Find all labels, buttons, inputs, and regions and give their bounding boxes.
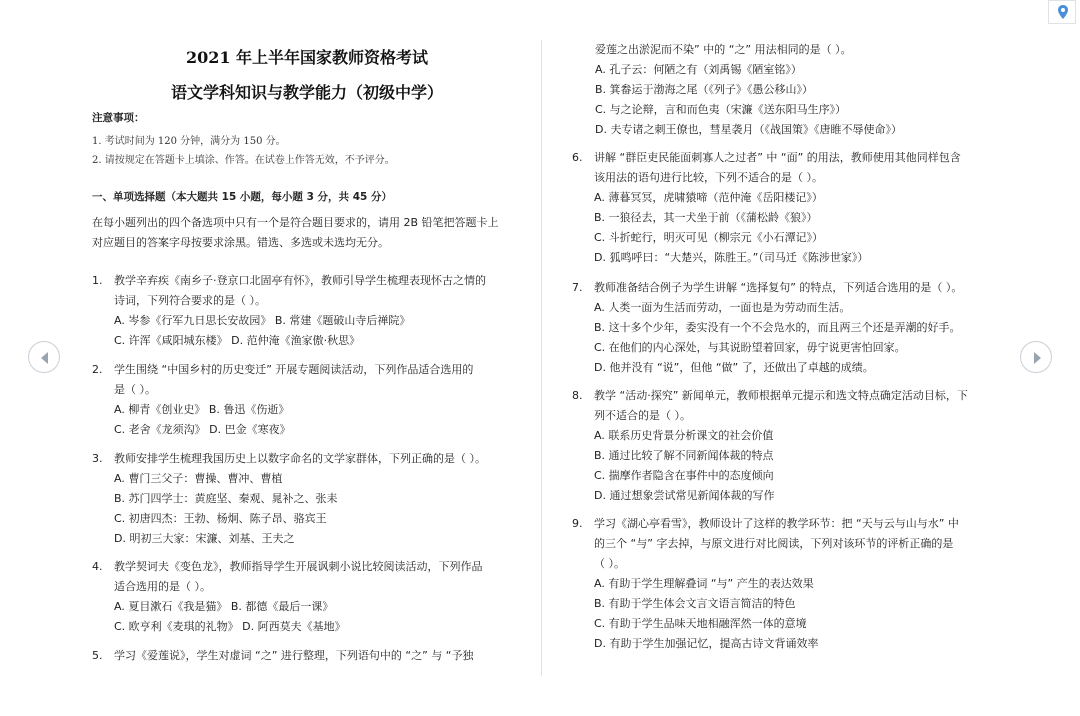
- question-stem: （ ）。: [594, 557, 625, 570]
- option-line: C. 欧亨利《麦琪的礼物》 D. 阿西莫夫《基地》: [114, 620, 346, 633]
- question-number: 6.: [572, 151, 583, 164]
- option-line: B. 苏门四学士：黄庭坚、秦观、晁补之、张耒: [114, 492, 338, 505]
- question-stem: 教学辛弃疾《南乡子·登京口北固亭有怀》，教师引导学生梳理表现怀古之情的: [114, 274, 486, 287]
- option-line: B. 一狼径去，其一犬坐于前（《蒲松龄《狼》）: [594, 211, 818, 224]
- question-stem: 列不适合的是（ ）。: [594, 409, 691, 422]
- exam-subtitle: 语文学科知识与教学能力（初级中学）: [170, 83, 443, 102]
- option-line: A. 曹门三父子：曹操、曹冲、曹植: [114, 472, 283, 485]
- option-line: C. 与之论辩，言和而色夷（宋濂《送东阳马生序》）: [595, 103, 847, 116]
- option-line: D. 狐鸣呼曰：“大楚兴，陈胜王。”（司马迁《陈涉世家》）: [594, 251, 869, 264]
- chevron-right-icon: [1030, 350, 1044, 366]
- option-line: A. 人类一面为生活而劳动，一面也是为劳动而生活。: [594, 301, 851, 314]
- question-stem: 的三个 “与” 字去掉，与原文进行对比阅读，下列对该环节的评析正确的是: [594, 537, 954, 550]
- question-number: 8.: [572, 389, 583, 402]
- chevron-left-icon: [38, 350, 52, 366]
- note-item: 2. 请按规定在答题卡上填涂、作答。在试卷上作答无效，不予评分。: [92, 155, 395, 166]
- exam-title: 2021 年上半年国家教师资格考试: [185, 48, 429, 67]
- option-line: B. 箕畚运于渤海之尾（《列子》《愚公移山》）: [595, 83, 814, 96]
- question-stem: 爱莲之出淤泥而不染” 中的 “之” 用法相同的是（ ）。: [595, 43, 852, 56]
- question-stem: 教师准备结合例子为学生讲解 “选择复句” 的特点，下列适合选用的是（ ）。: [594, 281, 963, 294]
- option-line: C. 在他们的内心深处，与其说盼望着回家，毋宁说更害怕回家。: [594, 341, 906, 354]
- location-button[interactable]: [1048, 0, 1076, 24]
- column-divider: [541, 40, 542, 676]
- option-line: C. 揣摩作者隐含在事件中的态度倾向: [594, 469, 774, 482]
- option-line: A. 柳青《创业史》 B. 鲁迅《伤逝》: [114, 403, 290, 416]
- question-stem: 教学契诃夫《变色龙》，教师指导学生开展讽刺小说比较阅读活动，下列作品: [114, 560, 483, 573]
- option-line: D. 有助于学生加强记忆，提高古诗文背诵效率: [594, 637, 819, 650]
- option-line: D. 明初三大家：宋濂、刘基、王夫之: [114, 532, 295, 545]
- question-stem: 讲解 “群臣吏民能面刺寡人之过者” 中 “面” 的用法，教师使用其他同样包含: [594, 151, 961, 164]
- previous-page-button[interactable]: [28, 341, 60, 373]
- question-stem: 学习《湖心亭看雪》，教师设计了这样的教学环节：把 “天与云与山与水” 中: [594, 517, 959, 530]
- next-page-button[interactable]: [1020, 341, 1052, 373]
- option-line: A. 岑参《行军九日思长安故园》 B. 常建《题破山寺后禅院》: [114, 314, 411, 327]
- option-line: D. 通过想象尝试常见新闻体裁的写作: [594, 489, 775, 502]
- section-instructions: 在每小题列出的四个备选项中只有一个是符合题目要求的，请用 2B 铅笔把答题卡上: [92, 216, 499, 229]
- question-stem: 教师安排学生梳理我国历史上以数字命名的文学家群体，下列正确的是（ ）。: [114, 452, 486, 465]
- option-line: B. 这十多个少年，委实没有一个不会凫水的，而且两三个还是弄潮的好手。: [594, 321, 961, 334]
- option-line: C. 斗折蛇行，明灭可见（柳宗元《小石潭记》）: [594, 231, 824, 244]
- question-number: 2.: [92, 363, 103, 376]
- option-line: B. 有助于学生体会文言文语言简洁的特色: [594, 597, 796, 610]
- question-number: 9.: [572, 517, 583, 530]
- option-line: A. 孔子云：何陋之有（刘禹锡《陋室铭》）: [595, 63, 802, 76]
- option-line: C. 许浑《咸阳城东楼》 D. 范仲淹《渔家傲·秋思》: [114, 334, 361, 347]
- question-stem: 是（ ）。: [114, 383, 156, 396]
- option-line: D. 他并没有 “说”，但他 “做” 了，还做出了卓越的成绩。: [594, 361, 874, 374]
- question-stem: 学习《爱莲说》，学生对虚词 “之” 进行整理，下列语句中的 “之” 与 “予独: [114, 649, 474, 662]
- note-item: 1. 考试时间为 120 分钟，满分为 150 分。: [92, 136, 286, 147]
- option-line: C. 老舍《龙须沟》 D. 巴金《寒夜》: [114, 423, 291, 436]
- question-stem: 诗词，下列符合要求的是（ ）。: [114, 294, 266, 307]
- option-line: B. 通过比较了解不同新闻体裁的特点: [594, 449, 774, 462]
- map-pin-icon: [1057, 4, 1069, 20]
- option-line: C. 初唐四杰：王勃、杨炯、陈子昂、骆宾王: [114, 512, 327, 525]
- option-line: D. 夫专诸之刺王僚也，彗星袭月（《战国策》《唐睢不辱使命》）: [595, 123, 902, 136]
- option-line: A. 薄暮冥冥，虎啸猿啼（范仲淹《岳阳楼记》）: [594, 191, 823, 204]
- section-instructions: 对应题目的答案字母按要求涂黑。错选、多选或未选均无分。: [92, 236, 389, 249]
- question-number: 3.: [92, 452, 103, 465]
- option-line: A. 有助于学生理解叠词 “与” 产生的表达效果: [594, 577, 814, 590]
- question-number: 4.: [92, 560, 103, 573]
- question-number: 1.: [92, 274, 103, 287]
- question-stem: 教学 “活动·探究” 新闻单元，教师根据单元提示和选文特点确定活动目标，下: [594, 389, 968, 402]
- question-number: 5.: [92, 649, 103, 662]
- option-line: A. 夏目漱石《我是猫》 B. 都德《最后一课》: [114, 600, 334, 613]
- question-stem: 学生围绕 “中国乡村的历史变迁” 开展专题阅读活动，下列作品适合选用的: [114, 363, 474, 376]
- notes-heading: 注意事项：: [92, 112, 145, 124]
- question-stem: 该用法的语句进行比较，下列不适合的是（ ）。: [594, 171, 823, 184]
- section-heading: 一、单项选择题（本大题共 15 小题，每小题 3 分，共 45 分）: [92, 191, 392, 203]
- question-stem: 适合选用的是（ ）。: [114, 580, 211, 593]
- option-line: A. 联系历史背景分析课文的社会价值: [594, 429, 774, 442]
- option-line: C. 有助于学生品味天地相融浑然一体的意境: [594, 617, 807, 630]
- question-number: 7.: [572, 281, 583, 294]
